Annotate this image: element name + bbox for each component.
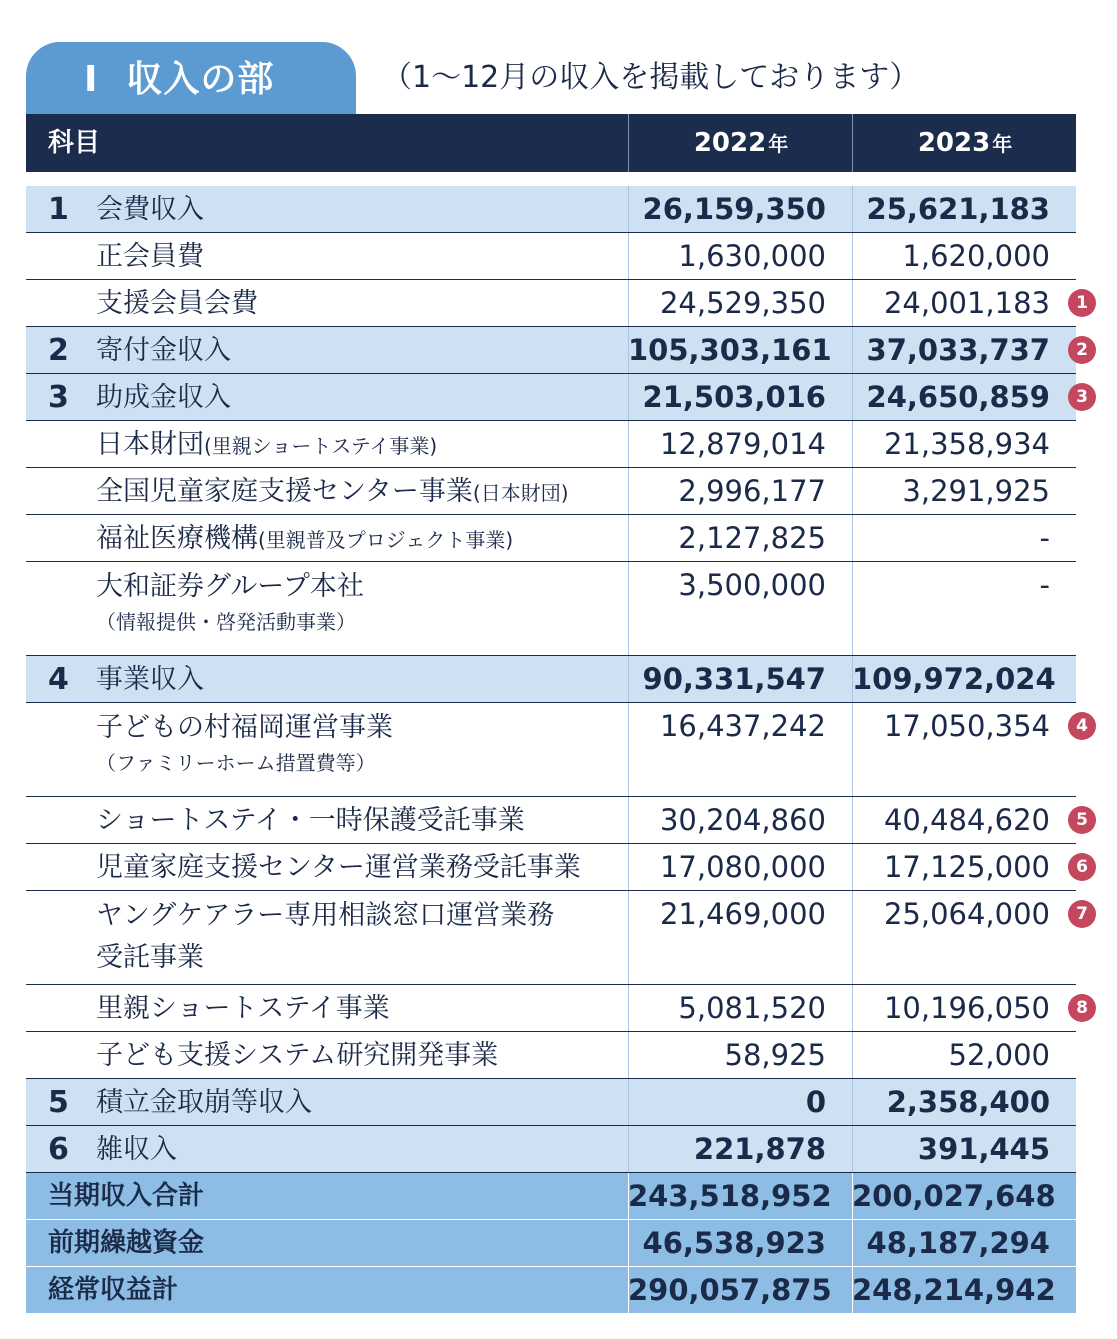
value-2022: 58,925 [724, 1038, 826, 1072]
table-row [26, 844, 1088, 891]
row-label [96, 1032, 498, 1079]
table-row [26, 421, 1076, 468]
row-label-text: 寄付金収入 [96, 335, 231, 366]
row-label [96, 374, 231, 421]
value-2023: 24,650,859 [866, 380, 1050, 414]
note-badge: 4 [1068, 712, 1096, 740]
value-2023: 2,358,400 [886, 1085, 1050, 1119]
total-row [26, 1267, 1076, 1314]
row-label-text: 児童家庭支援センター運営業務受託事業 [96, 852, 581, 883]
value-2023: 37,033,737 [866, 333, 1050, 367]
note-badge: 6 [1068, 853, 1096, 881]
row-label-text: 里親ショートステイ事業 [96, 993, 390, 1024]
row-label [96, 895, 554, 979]
value-2022: 2,127,825 [678, 521, 826, 555]
value-2023: 17,050,354 [883, 709, 1050, 743]
row-label-text: 助成金収入 [96, 382, 231, 413]
value-2023: 17,125,000 [883, 850, 1050, 884]
row-label [96, 1079, 312, 1126]
row-label-note: （ファミリーホーム措置費等） [96, 751, 376, 775]
table-row [26, 985, 1088, 1032]
section-title: 収入の部 [126, 59, 275, 100]
value-2023: 1,620,000 [902, 239, 1050, 273]
row-label-text: 会費収入 [96, 194, 204, 225]
category-row [26, 186, 1076, 233]
value-2022: 1,630,000 [678, 239, 826, 273]
section-note: （1〜12月の収入を掲載しております） [382, 60, 920, 95]
category-row [26, 374, 1088, 421]
note-badge: 7 [1068, 900, 1096, 928]
header-year-2023: 2023 年 [852, 114, 1077, 172]
row-label-text: 積立金取崩等収入 [96, 1087, 312, 1118]
row-label-text: 日本財団 [96, 429, 204, 460]
table-header [26, 114, 1076, 172]
row-label-text: 全国児童家庭支援センター事業 [96, 476, 473, 507]
row-label-text: 大和証券グループ本社 [96, 571, 364, 602]
row-label [96, 186, 204, 233]
total-label: 前期繰越資金 [48, 1228, 205, 1258]
row-label-line1: ヤングケアラー専用相談窓口運営業務 [96, 900, 555, 931]
header-subject: 科目 [48, 128, 101, 158]
value-2022: 16,437,242 [659, 709, 826, 743]
value-2023: - [1039, 521, 1050, 555]
note-badge: 5 [1068, 806, 1096, 834]
total-row [26, 1220, 1076, 1267]
value-2023: 109,972,024 [852, 662, 1056, 696]
row-label-text: 支援会員会費 [96, 288, 258, 319]
value-2023: 24,001,183 [883, 286, 1050, 320]
section-number: Ⅰ [84, 59, 99, 100]
value-2022: 0 [805, 1085, 826, 1119]
row-label-note: （情報提供・啓発活動事業） [96, 610, 356, 634]
note-badge: 3 [1068, 383, 1096, 411]
header-year-2022: 2022 年 [628, 114, 853, 172]
value-2023: 248,214,942 [852, 1273, 1056, 1307]
category-number: 1 [48, 192, 69, 227]
category-number: 3 [48, 380, 69, 415]
category-number: 2 [48, 333, 69, 368]
category-row [26, 1079, 1076, 1126]
total-row [26, 1173, 1076, 1220]
table-row [26, 1032, 1076, 1079]
value-2022: 221,878 [693, 1132, 826, 1166]
table-row [26, 797, 1088, 844]
section-tab [26, 42, 356, 114]
value-2023: 48,187,294 [866, 1226, 1050, 1260]
row-label [96, 844, 581, 891]
row-label-note: (日本財団) [472, 481, 569, 505]
value-2022: 30,204,860 [659, 803, 826, 837]
value-2022: 12,879,014 [659, 427, 826, 461]
value-2023: 10,196,050 [883, 991, 1050, 1025]
row-label-text: 福祉医療機構 [96, 523, 258, 554]
row-label [96, 1126, 177, 1173]
value-2022: 2,996,177 [678, 474, 826, 508]
note-badge: 1 [1068, 289, 1096, 317]
row-label [96, 656, 204, 703]
value-2022: 24,529,350 [659, 286, 826, 320]
total-label: 経常収益計 [48, 1275, 179, 1305]
row-label [96, 280, 258, 327]
value-2022: 5,081,520 [678, 991, 826, 1025]
table-row [26, 468, 1076, 515]
value-2022: 17,080,000 [659, 850, 826, 884]
row-label-text: 正会員費 [96, 241, 204, 272]
value-2023: 25,621,183 [866, 192, 1050, 226]
row-label-text: ショートステイ・一時保護受託事業 [96, 805, 525, 836]
value-2022: 90,331,547 [642, 662, 826, 696]
table-row [26, 891, 1088, 985]
total-label: 当期収入合計 [48, 1181, 205, 1211]
row-label [96, 327, 231, 374]
value-2023: 200,027,648 [852, 1179, 1056, 1213]
table-row [26, 515, 1076, 562]
value-2022: 46,538,923 [642, 1226, 826, 1260]
value-2022: 105,303,161 [628, 333, 832, 367]
table-row [26, 562, 1076, 656]
row-label [96, 515, 513, 564]
row-label [96, 797, 525, 844]
row-label [96, 468, 569, 517]
row-label-text: 事業収入 [96, 664, 204, 695]
table-row [26, 280, 1088, 327]
income-table [26, 186, 1088, 1314]
value-2022: 26,159,350 [642, 192, 826, 226]
row-label [96, 233, 204, 280]
value-2022: 243,518,952 [628, 1179, 832, 1213]
value-2023: 52,000 [948, 1038, 1050, 1072]
category-row [26, 656, 1076, 703]
value-2022: 21,469,000 [659, 897, 826, 931]
row-label [96, 711, 393, 781]
value-2023: 25,064,000 [883, 897, 1050, 931]
value-2023: - [1039, 568, 1050, 602]
row-label [96, 421, 437, 470]
table-row [26, 233, 1076, 280]
value-2023: 3,291,925 [902, 474, 1050, 508]
row-label-note: (里親ショートステイ事業) [204, 434, 438, 458]
row-label-line2: 受託事業 [96, 942, 204, 973]
value-2022: 290,057,875 [628, 1273, 832, 1307]
value-2022: 3,500,000 [678, 568, 826, 602]
category-number: 5 [48, 1085, 69, 1120]
category-number: 6 [48, 1132, 69, 1167]
row-label-text: 子ども支援システム研究開発事業 [96, 1040, 499, 1071]
note-badge: 8 [1068, 994, 1096, 1022]
row-label-note: (里親普及プロジェクト事業) [258, 528, 514, 552]
row-label [96, 985, 390, 1032]
category-number: 4 [48, 662, 69, 697]
category-row [26, 1126, 1076, 1173]
table-row [26, 703, 1088, 797]
row-label-text: 雑収入 [96, 1134, 177, 1165]
row-label-text: 子どもの村福岡運営事業 [96, 712, 393, 743]
note-badge: 2 [1068, 336, 1096, 364]
value-2022: 21,503,016 [642, 380, 826, 414]
value-2023: 391,445 [917, 1132, 1050, 1166]
value-2023: 40,484,620 [883, 803, 1050, 837]
value-2023: 21,358,934 [883, 427, 1050, 461]
row-label [96, 570, 364, 640]
category-row [26, 327, 1088, 374]
